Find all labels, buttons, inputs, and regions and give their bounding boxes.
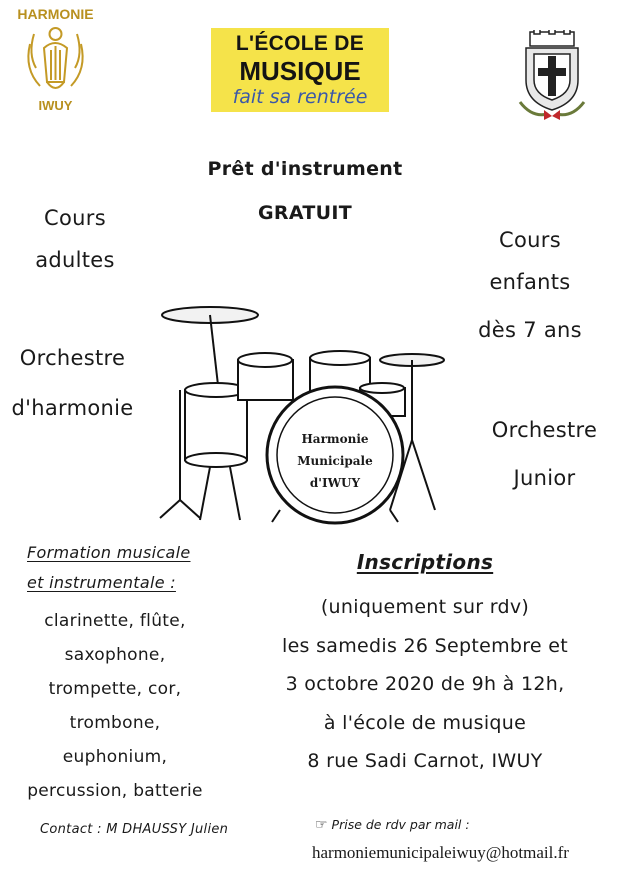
inscriptions-line: à l'école de musique: [323, 711, 527, 734]
cours-adultes-line1: Cours: [44, 206, 106, 230]
orchestre-junior-line1: Orchestre: [491, 418, 598, 442]
cours-enfants-line2: enfants: [489, 270, 571, 294]
inscriptions-line: 8 rue Sadi Carnot, IWUY: [307, 750, 543, 772]
drum-label-line1: Harmonie: [301, 432, 369, 446]
formation-title: [27, 538, 222, 598]
instrument-item: trombone,: [69, 713, 161, 733]
formation-title-line1: Formation musicale: [27, 543, 191, 562]
instrument-item: euphonium,: [62, 747, 168, 767]
drum-label: [285, 428, 385, 494]
instrument-item: trompette, cor,: [48, 679, 182, 699]
instrument-item: saxophone,: [64, 645, 166, 665]
rdv-label: Prise de rdv par mail :: [331, 817, 470, 832]
inscriptions-line: les samedis 26 Septembre et: [281, 634, 569, 657]
cours-enfants-line1: Cours: [499, 228, 561, 252]
harmonie-logo-bottom-text: IWUY: [38, 98, 73, 113]
formation-title-line2: et instrumentale :: [27, 573, 176, 592]
inscriptions-line: (uniquement sur rdv): [320, 596, 530, 618]
inscriptions-title-text: Inscriptions: [356, 550, 494, 574]
coat-of-arms-icon: [512, 30, 592, 122]
orchestre-harmonie-line2: d'harmonie: [11, 396, 134, 420]
inscriptions-line: 3 octobre 2020 de 9h à 12h,: [285, 673, 565, 695]
inscriptions-details: [250, 588, 600, 781]
cours-enfants-line3: dès 7 ans: [478, 318, 582, 342]
ecole-banner: [211, 28, 389, 112]
inscriptions-title: [300, 550, 550, 574]
harmonie-logo-top-text: HARMONIE: [17, 6, 94, 22]
orchestre-junior-line2: Junior: [513, 466, 576, 490]
contact-text: Contact : M DHAUSSY Julien: [40, 822, 229, 837]
offer-line1: Prêt d'instrument: [207, 158, 403, 180]
instrument-item: clarinette, flûte,: [44, 611, 186, 631]
lyre-icon: [22, 24, 89, 100]
cours-adultes-line2: adultes: [35, 248, 115, 272]
banner-line3: fait sa rentrée: [232, 86, 368, 108]
contact-email[interactable]: harmoniemunicipaleiwuy@hotmail.fr: [312, 843, 569, 862]
offer-line2: GRATUIT: [258, 202, 352, 224]
pointing-hand-icon: ☞: [315, 817, 328, 833]
instrument-list: [10, 604, 220, 808]
orchestre-harmonie-line1: Orchestre: [19, 346, 126, 370]
instrument-item: percussion, batterie: [27, 781, 203, 801]
rdv-line: [315, 817, 575, 833]
harmonie-logo: [8, 6, 103, 116]
banner-line2: MUSIQUE: [239, 56, 361, 86]
drum-label-line3: d'IWUY: [309, 476, 361, 490]
drum-label-line2: Municipale: [297, 454, 373, 468]
banner-line1: L'ÉCOLE DE: [235, 32, 365, 55]
